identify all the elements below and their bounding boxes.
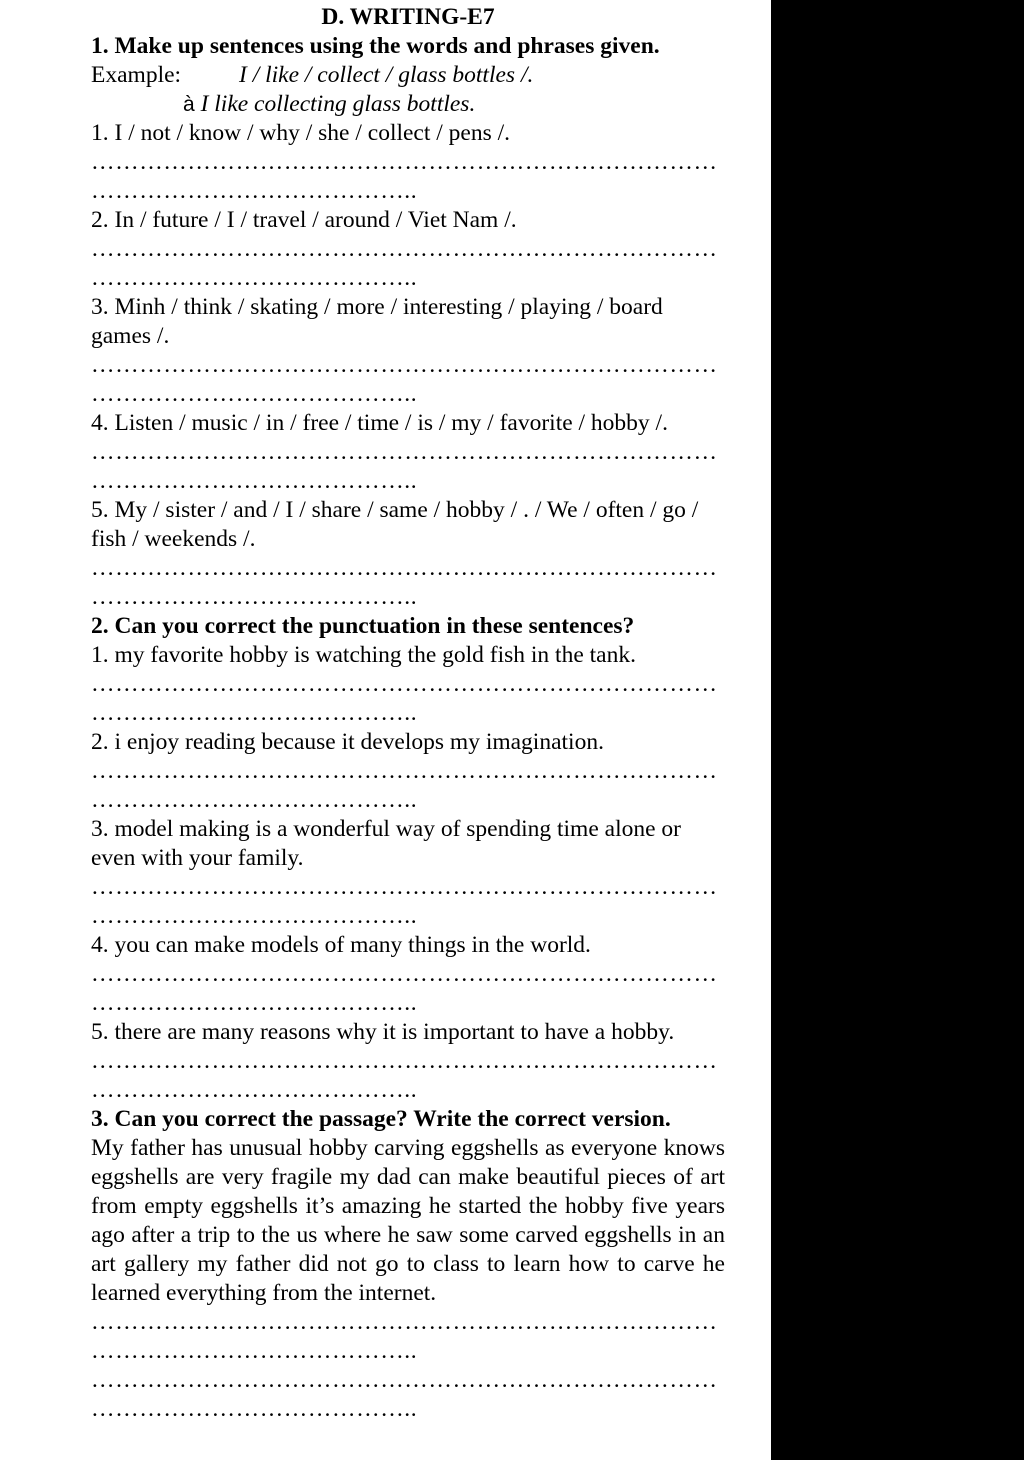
s3-answer-line-3[interactable]: ……………………………………………………………………	[91, 1367, 718, 1393]
example-label: Example:	[91, 62, 182, 88]
section-2-heading: 2. Can you correct the punctuation in these sentences?	[91, 613, 635, 639]
s1-item-4-answer-line-1[interactable]: ……………………………………………………………………	[91, 439, 718, 465]
s1-item-1: 1. I / not / know / why / she / collect / pens /.	[91, 120, 511, 146]
s3-answer-line-4[interactable]: …………………………………..	[91, 1396, 418, 1422]
s2-item-2-answer-line-1[interactable]: ……………………………………………………………………	[91, 758, 718, 784]
s1-item-4-answer-line-2[interactable]: …………………………………..	[91, 468, 418, 494]
example-answer-line	[91, 90, 725, 119]
s2-item-3: 3. model making is a wonderful way of spending time alone or even with your family.	[91, 816, 681, 871]
s1-item-2-answer-line-1[interactable]: ……………………………………………………………………	[91, 236, 718, 262]
arrow-icon: à	[183, 93, 195, 116]
example-prompt: I / like / collect / glass bottles /.	[239, 62, 534, 88]
s1-item-1-answer-line-2[interactable]: …………………………………..	[91, 178, 418, 204]
s2-item-1-answer-line-1[interactable]: ……………………………………………………………………	[91, 671, 718, 697]
s1-item-3-answer-line-1[interactable]: ……………………………………………………………………	[91, 352, 718, 378]
s3-answer-line-1[interactable]: ……………………………………………………………………	[91, 1309, 718, 1335]
passage-text: My father has unusual hobby carving eggshells as everyone knows eggshells are very fragile my dad can make beautiful pieces of art from empty eggshells it’s amazing he started the hobby five years ago after a trip to the us where he saw some carved eggshells in an art gallery my father did not go to class to learn how to carve he learned everything from the internet.	[91, 1135, 725, 1306]
example-answer: I like collecting glass bottles.	[200, 91, 476, 117]
s2-item-5-answer-line-2[interactable]: …………………………………..	[91, 1077, 418, 1103]
s1-item-1-answer-line-1[interactable]: ……………………………………………………………………	[91, 149, 718, 175]
s1-item-3-answer-line-2[interactable]: …………………………………..	[91, 381, 418, 407]
s1-item-4: 4. Listen / music / in / free / time / is / my / favorite / hobby /.	[91, 410, 668, 436]
s2-item-2-answer-line-2[interactable]: …………………………………..	[91, 787, 418, 813]
s2-item-1: 1. my favorite hobby is watching the gold fish in the tank.	[91, 642, 636, 668]
s1-item-3: 3. Minh / think / skating / more / interesting / playing / board games /.	[91, 294, 663, 349]
s2-item-5: 5. there are many reasons why it is important to have a hobby.	[91, 1019, 675, 1045]
s2-item-3-answer-line-1[interactable]: ……………………………………………………………………	[91, 874, 718, 900]
s2-item-4-answer-line-1[interactable]: ……………………………………………………………………	[91, 961, 718, 987]
right-black-margin	[771, 0, 1024, 1460]
section-3-heading: 3. Can you correct the passage? Write the correct version.	[91, 1106, 671, 1132]
s3-answer-line-2[interactable]: …………………………………..	[91, 1338, 418, 1364]
s1-item-5-answer-line-2[interactable]: …………………………………..	[91, 584, 418, 610]
s1-item-5: 5. My / sister / and / I / share / same / hobby / . / We / often / go / fish / weekends /.	[91, 497, 699, 552]
s2-item-3-answer-line-2[interactable]: …………………………………..	[91, 903, 418, 929]
section-1-heading: 1. Make up sentences using the words and phrases given.	[91, 33, 660, 59]
s2-item-2: 2. i enjoy reading because it develops my imagination.	[91, 729, 604, 755]
s1-item-2: 2. In / future / I / travel / around / Viet Nam /.	[91, 207, 517, 233]
s2-item-4-answer-line-2[interactable]: …………………………………..	[91, 990, 418, 1016]
worksheet-title: D. WRITING-E7	[321, 4, 495, 30]
example-line	[91, 61, 725, 90]
s1-item-2-answer-line-2[interactable]: …………………………………..	[91, 265, 418, 291]
s2-item-4: 4. you can make models of many things in the world.	[91, 932, 591, 958]
s2-item-1-answer-line-2[interactable]: …………………………………..	[91, 700, 418, 726]
s2-item-5-answer-line-1[interactable]: ……………………………………………………………………	[91, 1048, 718, 1074]
worksheet-content	[91, 3, 725, 1424]
s1-item-5-answer-line-1[interactable]: ……………………………………………………………………	[91, 555, 718, 581]
